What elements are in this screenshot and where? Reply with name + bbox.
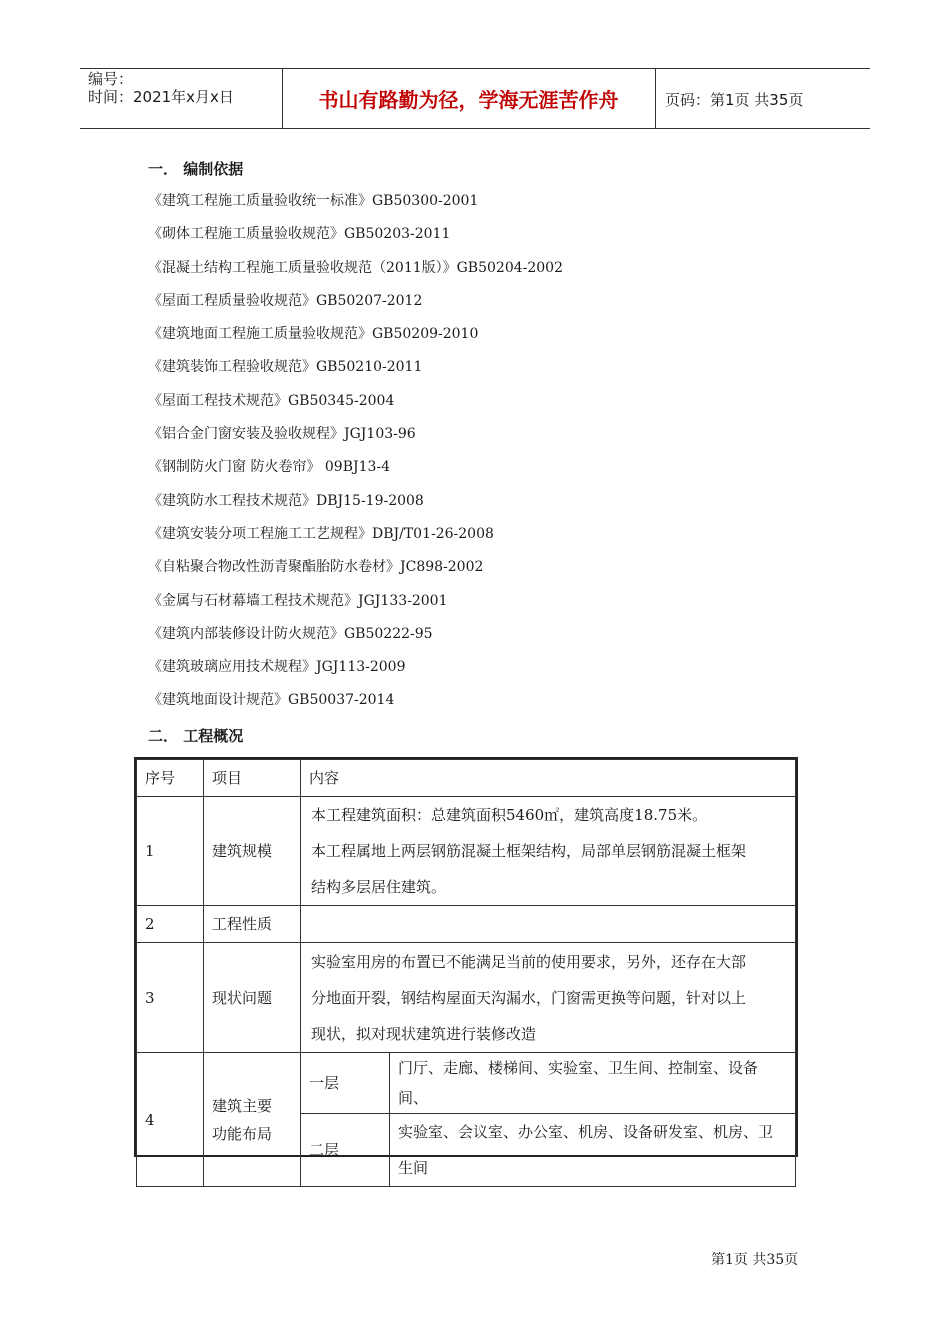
header-number-label: 编号： bbox=[88, 70, 134, 88]
section1-title: 一． 编制依据 bbox=[148, 160, 244, 178]
row-no: 3 bbox=[137, 943, 204, 1053]
row-no: 4 bbox=[137, 1053, 204, 1187]
row-content bbox=[301, 906, 796, 943]
row-item-line: 功能布局 bbox=[212, 1124, 273, 1143]
header-divider-right bbox=[655, 68, 656, 128]
reference-item: 《建筑地面工程施工质量验收规范》GB50209-2010 bbox=[148, 326, 479, 343]
header-cell-item: 项目 bbox=[204, 760, 301, 797]
floor-content: 门厅、走廊、楼梯间、实验室、卫生间、控制室、设备间、 bbox=[390, 1053, 796, 1114]
floor-label: 一层 bbox=[301, 1053, 390, 1114]
reference-item: 《混凝土结构工程施工质量验收规范（2011版）》GB50204-2002 bbox=[148, 259, 563, 276]
content-line: 本工程属地上两层钢筋混凝土框架结构，局部单层钢筋混凝土框架 bbox=[311, 842, 747, 860]
header-cell-no: 序号 bbox=[137, 760, 204, 797]
footer-page-info: 第1页 共35页 bbox=[711, 1252, 799, 1268]
reference-item: 《建筑工程施工质量验收统一标准》GB50300-2001 bbox=[148, 193, 479, 209]
row-item: 现状问题 bbox=[204, 943, 301, 1053]
reference-item: 《铝合金门窗安装及验收规程》JGJ103-96 bbox=[148, 426, 416, 443]
reference-item: 《建筑防水工程技术规范》DBJ15-19-2008 bbox=[148, 492, 424, 509]
content-line: 本工程建筑面积：总建筑面积5460㎡，建筑高度18.75米。 bbox=[311, 806, 708, 824]
row-item-line: 建筑主要 bbox=[212, 1096, 273, 1115]
row-content bbox=[301, 943, 796, 1053]
table-row bbox=[137, 797, 796, 906]
reference-item: 《建筑安装分项工程施工工艺规程》DBJ/T01-26-2008 bbox=[148, 525, 494, 542]
row-item bbox=[204, 1053, 301, 1187]
header-motto: 书山有路勤为径，学海无涯苦作舟 bbox=[318, 88, 619, 112]
reference-item: 《自粘聚合物改性沥青聚酯胎防水卷材》JC898-2002 bbox=[148, 559, 484, 576]
header-page-info: 页码：第1页 共35页 bbox=[665, 91, 804, 109]
reference-item: 《砌体工程施工质量验收规范》GB50203-2011 bbox=[148, 226, 451, 243]
reference-item: 《建筑装饰工程验收规范》GB50210-2011 bbox=[148, 359, 423, 376]
reference-item: 《金属与石材幕墙工程技术规范》JGJ133-2001 bbox=[148, 592, 448, 609]
row-item: 工程性质 bbox=[204, 906, 301, 943]
row-content bbox=[301, 797, 796, 906]
row-item: 建筑规模 bbox=[204, 797, 301, 906]
content-line: 实验室用房的布置已不能满足当前的使用要求，另外，还存在大部 bbox=[311, 952, 747, 971]
table-row bbox=[137, 943, 796, 1053]
project-overview-table bbox=[136, 759, 796, 1187]
table-row bbox=[137, 1053, 796, 1114]
floor-content bbox=[390, 1114, 796, 1187]
reference-item: 《建筑内部装修设计防火规范》GB50222-95 bbox=[148, 625, 433, 642]
content-line: 实验室、会议室、办公室、机房、设备研发室、机房、卫 bbox=[398, 1123, 774, 1141]
row-no: 1 bbox=[137, 797, 204, 906]
content-line: 现状，拟对现状建筑进行装修改造 bbox=[311, 1024, 537, 1043]
reference-item: 《钢制防火门窗 防火卷帘》 09BJ13-4 bbox=[148, 459, 391, 476]
content-line: 分地面开裂，钢结构屋面天沟漏水，门窗需更换等问题，针对以上 bbox=[311, 988, 747, 1007]
header-time-label: 时间：2021年x月x日 bbox=[88, 88, 234, 106]
header-top-rule bbox=[80, 68, 870, 69]
content-line: 结构多层居住建筑。 bbox=[311, 878, 447, 896]
content-line: 生间 bbox=[398, 1159, 429, 1177]
section2-title: 二． 工程概况 bbox=[148, 727, 244, 745]
reference-item: 《屋面工程质量验收规范》GB50207-2012 bbox=[148, 292, 423, 309]
row-no: 2 bbox=[137, 906, 204, 943]
header-cell-content: 内容 bbox=[301, 760, 796, 797]
table-header-row bbox=[137, 760, 796, 797]
header-meta bbox=[88, 70, 234, 106]
reference-item: 《建筑地面设计规范》GB50037-2014 bbox=[148, 692, 395, 709]
floor-label: 二层 bbox=[301, 1114, 390, 1187]
header-bottom-rule bbox=[80, 128, 870, 129]
table-row bbox=[137, 906, 796, 943]
reference-list bbox=[148, 189, 563, 722]
reference-item: 《屋面工程技术规范》GB50345-2004 bbox=[148, 392, 395, 409]
reference-item: 《建筑玻璃应用技术规程》JGJ113-2009 bbox=[148, 659, 406, 676]
